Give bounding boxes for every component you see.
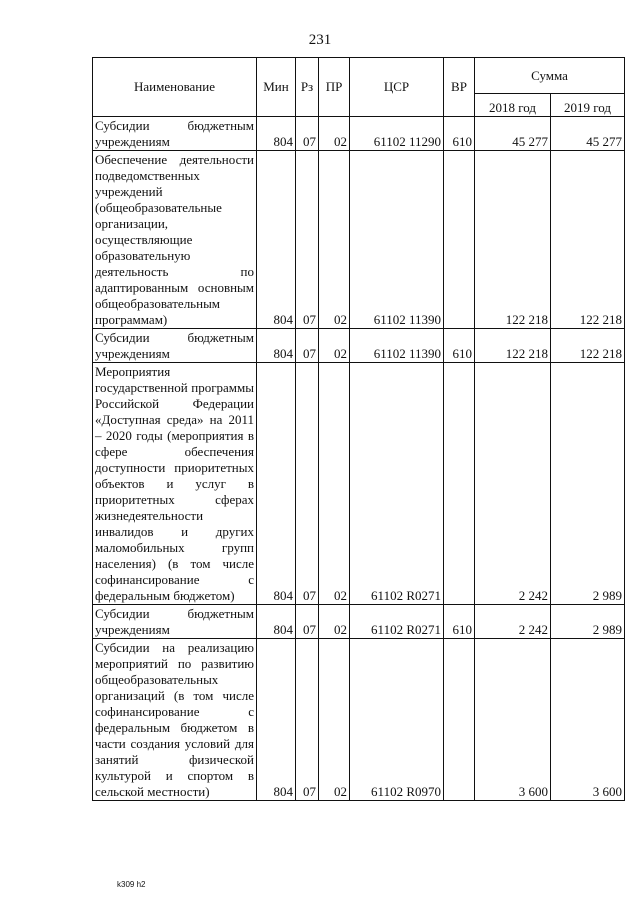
col-header-sum: Сумма <box>475 58 625 94</box>
table-row <box>93 329 625 363</box>
cell-value-2018: 122 218 <box>475 329 551 363</box>
cell-value-2019: 45 277 <box>551 117 625 151</box>
cell-vr: 610 <box>444 329 475 363</box>
cell-rz: 07 <box>296 639 319 801</box>
cell-rz: 07 <box>296 151 319 329</box>
cell-value-2019: 2 989 <box>551 363 625 605</box>
cell-pr: 02 <box>319 329 350 363</box>
footer-code: k309 h2 <box>117 880 146 889</box>
cell-value-2018: 3 600 <box>475 639 551 801</box>
cell-rz: 07 <box>296 605 319 639</box>
table-row <box>93 151 625 329</box>
cell-name: Субсидии бюджетным учреждениям <box>93 605 257 639</box>
cell-value-2018: 45 277 <box>475 117 551 151</box>
cell-min: 804 <box>257 117 296 151</box>
cell-value-2019: 3 600 <box>551 639 625 801</box>
cell-vr <box>444 151 475 329</box>
cell-vr: 610 <box>444 605 475 639</box>
cell-rz: 07 <box>296 329 319 363</box>
cell-min: 804 <box>257 605 296 639</box>
cell-value-2019: 122 218 <box>551 151 625 329</box>
cell-min: 804 <box>257 329 296 363</box>
cell-name: Субсидии бюджетным учреждениям <box>93 117 257 151</box>
cell-min: 804 <box>257 639 296 801</box>
col-header-rz: Рз <box>296 58 319 117</box>
cell-pr: 02 <box>319 117 350 151</box>
cell-value-2019: 122 218 <box>551 329 625 363</box>
cell-name: Субсидии на реализацию мероприятий по развитию общеобразовательных организаций (в том числе софинансирование с федеральным бюджетом в части создания условий для занятий физической культурой и спортом в сельской местности) <box>93 639 257 801</box>
cell-vr <box>444 639 475 801</box>
cell-pr: 02 <box>319 363 350 605</box>
table-row <box>93 605 625 639</box>
cell-csr: 61102 R0970 <box>350 639 444 801</box>
col-header-2019: 2019 год <box>551 94 625 117</box>
page-number: 231 <box>308 32 332 48</box>
cell-value-2018: 122 218 <box>475 151 551 329</box>
cell-pr: 02 <box>319 639 350 801</box>
table-row <box>93 639 625 801</box>
cell-vr <box>444 363 475 605</box>
table-row <box>93 117 625 151</box>
cell-name: Субсидии бюджетным учреждениям <box>93 329 257 363</box>
col-header-name: Наименование <box>93 58 257 117</box>
col-header-csr: ЦСР <box>350 58 444 117</box>
cell-min: 804 <box>257 151 296 329</box>
col-header-pr: ПР <box>319 58 350 117</box>
budget-table <box>92 57 625 801</box>
cell-value-2019: 2 989 <box>551 605 625 639</box>
cell-pr: 02 <box>319 151 350 329</box>
cell-value-2018: 2 242 <box>475 605 551 639</box>
cell-vr: 610 <box>444 117 475 151</box>
cell-name: Мероприятия государственной программы Российской Федерации «Доступная среда» на 2011 – 2020 годы (мероприятия в сфере обеспечения доступности приоритетных объектов и услуг в приоритетных сферах жизнедеятельности инвалидов и других маломобильных групп населения) (в том числе софинансирование с федеральным бюджетом) <box>93 363 257 605</box>
cell-csr: 61102 R0271 <box>350 605 444 639</box>
cell-rz: 07 <box>296 363 319 605</box>
cell-csr: 61102 11390 <box>350 151 444 329</box>
table-row <box>93 363 625 605</box>
cell-min: 804 <box>257 363 296 605</box>
cell-name: Обеспечение деятельности подведомственных учреждений (общеобразовательные организации, осуществляющие образовательную деятельность по адаптированным основным общеобразовательным программам) <box>93 151 257 329</box>
table-body <box>93 117 625 801</box>
col-header-vr: ВР <box>444 58 475 117</box>
cell-csr: 61102 R0271 <box>350 363 444 605</box>
cell-csr: 61102 11390 <box>350 329 444 363</box>
col-header-min: Мин <box>257 58 296 117</box>
cell-value-2018: 2 242 <box>475 363 551 605</box>
cell-rz: 07 <box>296 117 319 151</box>
cell-pr: 02 <box>319 605 350 639</box>
col-header-2018: 2018 год <box>475 94 551 117</box>
cell-csr: 61102 11290 <box>350 117 444 151</box>
